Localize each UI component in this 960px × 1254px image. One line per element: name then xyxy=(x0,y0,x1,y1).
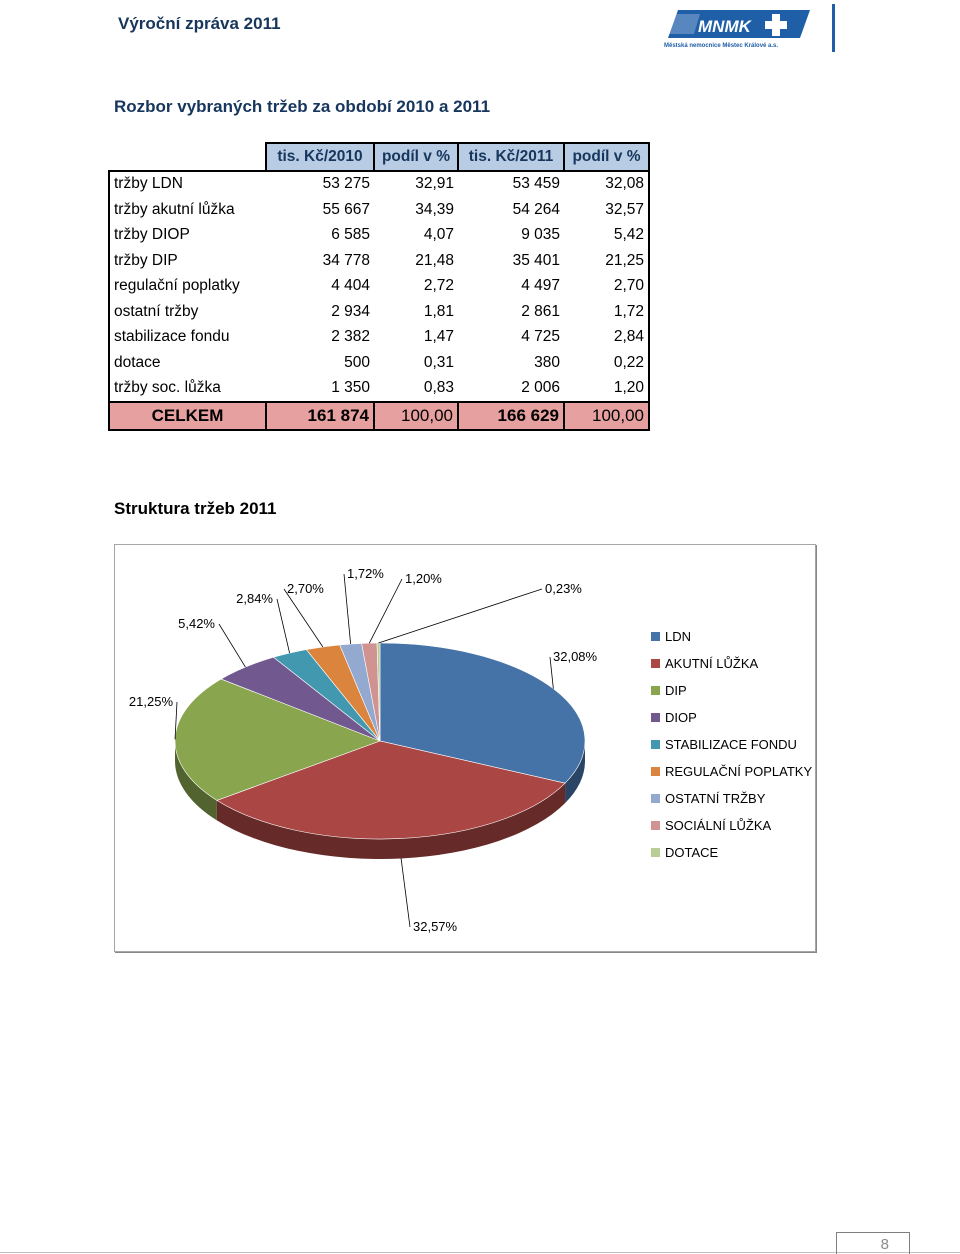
legend-swatch-socialni-luzka xyxy=(651,821,660,830)
table-row xyxy=(109,171,649,198)
share-2011: 2,70 xyxy=(564,274,649,300)
col-header-2011: tis. Kč/2011 xyxy=(458,143,564,171)
logo-text: MNMK xyxy=(698,17,751,36)
value-2010: 500 xyxy=(344,353,370,371)
legend-label-dotace: DOTACE xyxy=(665,845,719,860)
data-label-regulacni-poplatky: 2,70% xyxy=(287,581,324,596)
value-2011: 4 497 xyxy=(521,277,560,295)
share-2010: 32,91 xyxy=(415,175,454,193)
row-label: stabilizace fondu xyxy=(109,325,266,351)
data-label-diop: 5,42% xyxy=(178,616,215,631)
table-row xyxy=(109,325,649,351)
value-2011: 9 035 xyxy=(521,226,560,244)
revenue-table xyxy=(108,142,650,431)
mnmk-logo xyxy=(660,4,838,52)
leader-line-stabilizace-fondu xyxy=(277,599,290,653)
share-2011: 32,08 xyxy=(564,171,649,198)
revenue-pie-chart xyxy=(114,544,816,952)
legend-label-akutni-luzka: AKUTNÍ LŮŽKA xyxy=(665,656,759,671)
legend-swatch-ldn xyxy=(651,632,660,641)
data-label-ostatni-trzby: 1,72% xyxy=(347,566,384,581)
table-row xyxy=(109,376,649,403)
share-2011: 1,20 xyxy=(564,376,649,403)
table-row xyxy=(109,197,649,223)
legend-swatch-ostatni-trzby xyxy=(651,794,660,803)
total-row xyxy=(109,402,649,430)
logo-subtext: Městská nemocnice Městec Králové a.s. xyxy=(664,43,779,49)
leader-line-diop xyxy=(219,624,245,667)
legend-swatch-regulacni-poplatky xyxy=(651,767,660,776)
pie-chart-svg xyxy=(115,545,815,951)
data-label-dip: 21,25% xyxy=(128,694,173,709)
table-row xyxy=(109,223,649,249)
value-2010: 2 382 xyxy=(331,328,370,346)
page-number: 8 xyxy=(836,1232,910,1254)
data-label-stabilizace-fondu: 2,84% xyxy=(236,591,273,606)
total-2011: 166 629 xyxy=(458,402,564,430)
legend-label-socialni-luzka: SOCIÁLNÍ LŮŽKA xyxy=(665,818,772,833)
total-label: CELKEM xyxy=(109,402,266,430)
row-label: dotace xyxy=(109,350,266,376)
value-2011: 4 725 xyxy=(521,328,560,346)
share-2010: 2,72 xyxy=(423,277,454,295)
legend-label-dip: DIP xyxy=(665,683,687,698)
table-header-row xyxy=(109,143,649,171)
row-label: tržby DIOP xyxy=(109,223,266,249)
data-label-akutni-luzka: 32,57% xyxy=(413,919,458,934)
legend-label-stabilizace-fondu: STABILIZACE FONDU xyxy=(665,737,797,752)
value-2011: 54 264 xyxy=(512,200,560,218)
value-2010: 4 404 xyxy=(331,277,370,295)
col-header-2010: tis. Kč/2010 xyxy=(266,143,374,171)
legend-swatch-akutni-luzka xyxy=(651,659,660,668)
legend-label-diop: DIOP xyxy=(665,710,697,725)
leader-line-regulacni-poplatky xyxy=(284,589,323,647)
share-2010: 1,47 xyxy=(423,328,454,346)
col-header-share-2011: podíl v % xyxy=(564,143,649,171)
row-label: tržby akutní lůžka xyxy=(109,197,266,223)
value-2011: 380 xyxy=(534,353,560,371)
share-2011: 5,42 xyxy=(564,223,649,249)
data-label-dotace: 0,23% xyxy=(545,581,582,596)
data-label-ldn: 32,08% xyxy=(553,649,598,664)
value-2010: 2 934 xyxy=(331,302,370,320)
share-2011: 21,25 xyxy=(564,248,649,274)
table-row xyxy=(109,299,649,325)
col-header-share-2010: podíl v % xyxy=(374,143,458,171)
leader-line-dotace xyxy=(379,589,542,643)
share-2010: 0,83 xyxy=(423,379,454,397)
legend-label-regulacni-poplatky: REGULAČNÍ POPLATKY xyxy=(665,764,813,779)
share-2010: 21,48 xyxy=(415,251,454,269)
legend-label-ldn: LDN xyxy=(665,629,692,644)
share-2010: 4,07 xyxy=(423,226,454,244)
structure-section-title: Struktura tržeb 2011 xyxy=(114,499,277,518)
legend-swatch-stabilizace-fondu xyxy=(651,740,660,749)
share-2011: 0,22 xyxy=(564,350,649,376)
share-2011: 1,72 xyxy=(564,299,649,325)
share-2011: 32,57 xyxy=(564,197,649,223)
share-2011: 2,84 xyxy=(564,325,649,351)
row-label: ostatní tržby xyxy=(109,299,266,325)
total-2010: 161 874 xyxy=(266,402,374,430)
legend-swatch-dip xyxy=(651,686,660,695)
value-2010: 34 778 xyxy=(322,251,370,269)
leader-line-akutni-luzka xyxy=(401,858,410,927)
value-2010: 55 667 xyxy=(322,200,370,218)
footer-line xyxy=(0,1252,960,1253)
value-2011: 53 459 xyxy=(512,175,560,193)
table-row xyxy=(109,274,649,300)
legend-swatch-diop xyxy=(651,713,660,722)
value-2011: 2 861 xyxy=(521,302,560,320)
total-share-2011: 100,00 xyxy=(564,402,649,430)
value-2010: 53 275 xyxy=(322,175,370,193)
data-label-socialni-luzka: 1,20% xyxy=(405,571,442,586)
leader-line-socialni-luzka xyxy=(369,579,402,643)
table-row xyxy=(109,350,649,376)
value-2011: 35 401 xyxy=(512,251,560,269)
row-label: tržby DIP xyxy=(109,248,266,274)
share-2010: 1,81 xyxy=(423,302,454,320)
row-label: tržby LDN xyxy=(109,171,266,198)
leader-line-ostatni-trzby xyxy=(344,574,351,644)
row-label: tržby soc. lůžka xyxy=(109,376,266,403)
report-title: Výroční zpráva 2011 xyxy=(118,14,281,33)
share-2010: 0,31 xyxy=(423,353,454,371)
legend-label-ostatni-trzby: OSTATNÍ TRŽBY xyxy=(665,791,766,806)
value-2010: 6 585 xyxy=(331,226,370,244)
value-2011: 2 006 xyxy=(521,379,560,397)
revenue-section-title: Rozbor vybraných tržeb za období 2010 a 2011 xyxy=(114,97,491,116)
value-2010: 1 350 xyxy=(331,379,370,397)
table-row xyxy=(109,248,649,274)
share-2010: 34,39 xyxy=(415,200,454,218)
row-label: regulační poplatky xyxy=(109,274,266,300)
legend-swatch-dotace xyxy=(651,848,660,857)
total-share-2010: 100,00 xyxy=(374,402,458,430)
